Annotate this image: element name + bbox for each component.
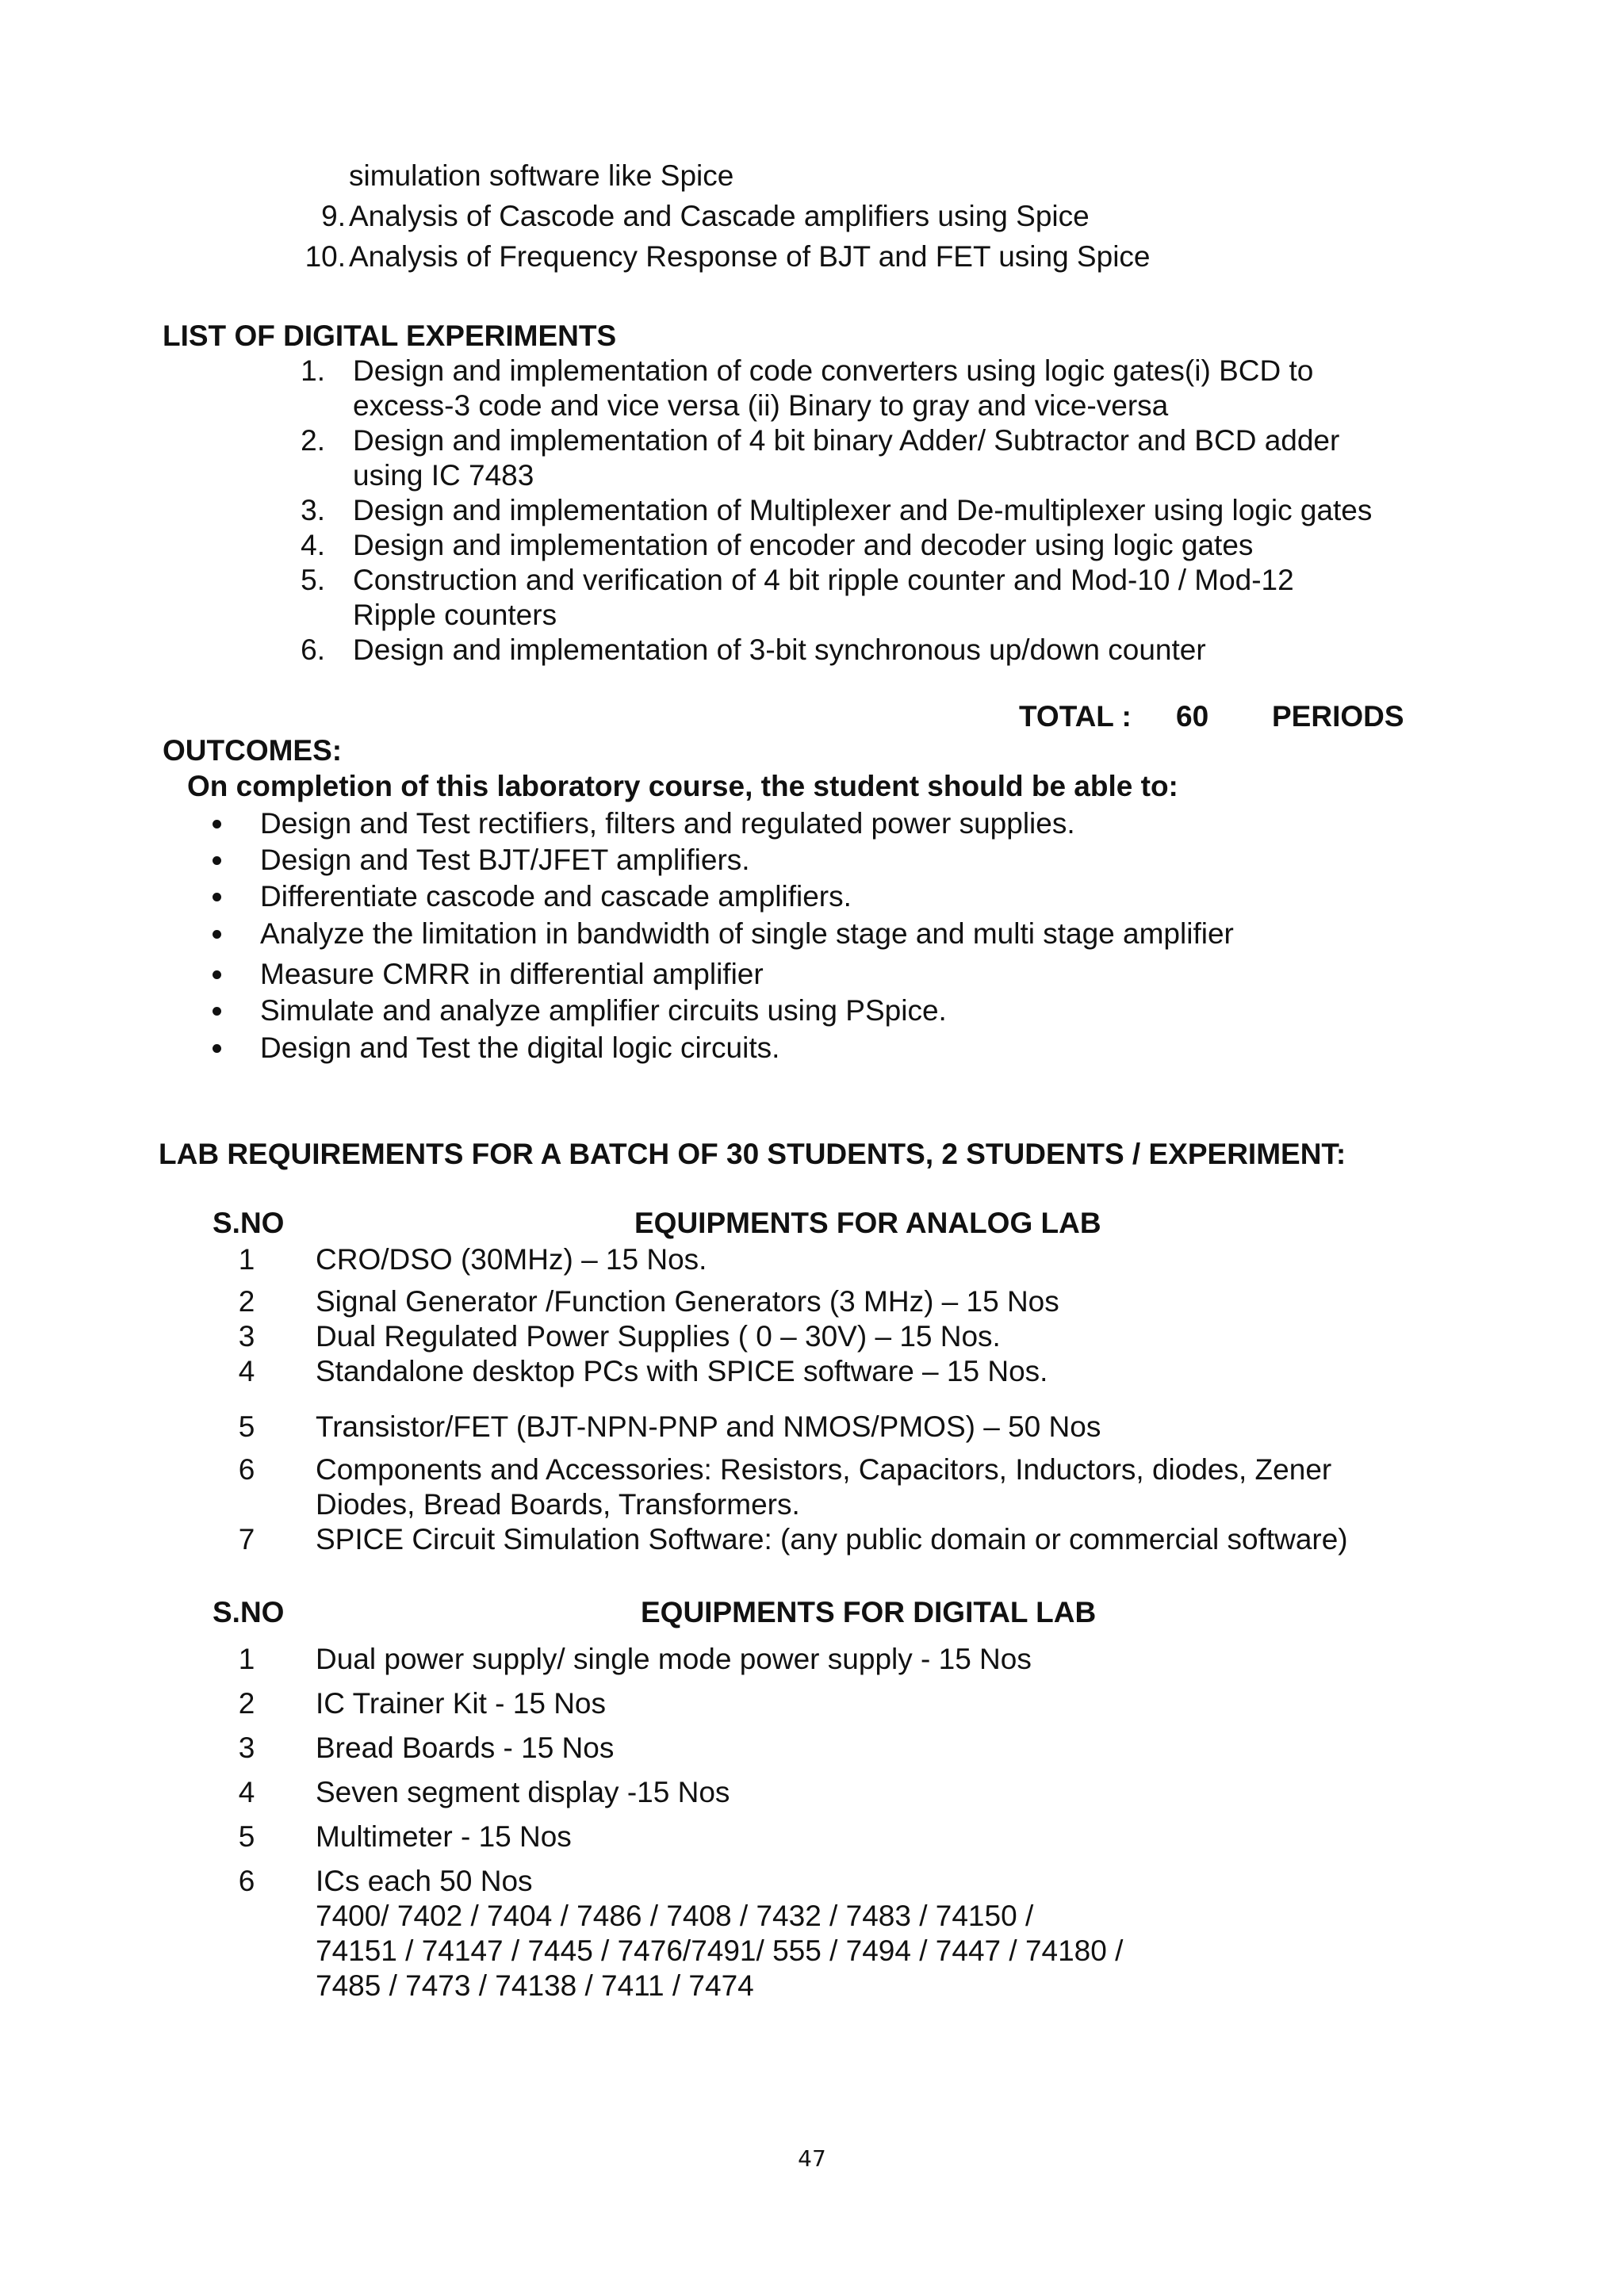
digital-item-number: 4. bbox=[301, 529, 325, 561]
sno-header: S.NO bbox=[213, 1207, 285, 1239]
outcome-text: Simulate and analyze amplifier circuits using PSpice. bbox=[260, 994, 947, 1027]
outcome-text: Design and Test BJT/JFET amplifiers. bbox=[260, 844, 750, 876]
bullet-icon bbox=[213, 893, 221, 901]
row-text: Dual power supply/ single mode power supply - 15 Nos bbox=[316, 1643, 1032, 1675]
row-text: CRO/DSO (30MHz) – 15 Nos. bbox=[316, 1243, 707, 1276]
row-text: Diodes, Bread Boards, Transformers. bbox=[316, 1488, 800, 1521]
bullet-icon bbox=[213, 930, 221, 939]
analog-item-8-continuation: simulation software like Spice bbox=[349, 159, 734, 192]
total-value: 60 bbox=[1176, 700, 1209, 733]
digital-item-number: 5. bbox=[301, 564, 325, 596]
row-number: 3 bbox=[238, 1320, 255, 1353]
row-text: Components and Accessories: Resistors, Capacitors, Inductors, diodes, Zener bbox=[316, 1453, 1332, 1486]
row-number: 5 bbox=[238, 1410, 255, 1443]
row-number: 7 bbox=[238, 1523, 255, 1556]
digital-item-line: Design and implementation of code converters using logic gates(i) BCD to bbox=[353, 354, 1314, 387]
outcome-text: Design and Test rectifiers, filters and regulated power supplies. bbox=[260, 807, 1075, 840]
row-number: 1 bbox=[238, 1643, 255, 1675]
analog-item-number: 10. bbox=[304, 240, 346, 273]
digital-item-line: Construction and verification of 4 bit ripple counter and Mod-10 / Mod-12 bbox=[353, 564, 1294, 596]
row-text: IC Trainer Kit - 15 Nos bbox=[316, 1687, 607, 1720]
digital-experiments-heading: LIST OF DIGITAL EXPERIMENTS bbox=[163, 320, 617, 352]
row-text: Standalone desktop PCs with SPICE software – 15 Nos. bbox=[316, 1355, 1048, 1387]
bullet-icon bbox=[213, 856, 221, 865]
digital-item-line: excess-3 code and vice versa (ii) Binary to gray and vice-versa bbox=[353, 389, 1169, 422]
digital-item-number: 3. bbox=[301, 494, 325, 526]
bullet-icon bbox=[213, 970, 221, 979]
row-number: 6 bbox=[238, 1865, 255, 1897]
row-number: 3 bbox=[238, 1732, 255, 1764]
row-number: 5 bbox=[238, 1820, 255, 1853]
row-text: Multimeter - 15 Nos bbox=[316, 1820, 572, 1853]
analog-equipment-title: EQUIPMENTS FOR ANALOG LAB bbox=[634, 1207, 1101, 1239]
analog-item-text: Analysis of Cascode and Cascade amplifiers using Spice bbox=[349, 200, 1090, 232]
row-number: 2 bbox=[238, 1687, 255, 1720]
digital-item-line: Design and implementation of Multiplexer and De-multiplexer using logic gates bbox=[353, 494, 1373, 526]
row-text: Transistor/FET (BJT-NPN-PNP and NMOS/PMOS) – 50 Nos bbox=[316, 1410, 1101, 1443]
outcome-text: Analyze the limitation in bandwidth of single stage and multi stage amplifier bbox=[260, 917, 1234, 950]
digital-item-line: Ripple counters bbox=[353, 599, 557, 631]
analog-item-number: 9. bbox=[321, 200, 346, 232]
row-text: 74151 / 74147 / 7445 / 7476/7491/ 555 / 7494 / 7447 / 74180 / bbox=[316, 1934, 1124, 1967]
row-text: ICs each 50 Nos bbox=[316, 1865, 533, 1897]
bullet-icon bbox=[213, 1044, 221, 1053]
total-unit: PERIODS bbox=[1272, 700, 1404, 733]
outcomes-heading: OUTCOMES: bbox=[163, 734, 343, 767]
outcome-text: Differentiate cascode and cascade amplifiers. bbox=[260, 880, 852, 913]
total-label: TOTAL : bbox=[1019, 700, 1132, 733]
row-text: Dual Regulated Power Supplies ( 0 – 30V) – 15 Nos. bbox=[316, 1320, 1001, 1353]
row-text: SPICE Circuit Simulation Software: (any public domain or commercial software) bbox=[316, 1523, 1348, 1556]
sno-header: S.NO bbox=[213, 1596, 285, 1628]
bullet-icon bbox=[213, 1007, 221, 1016]
digital-item-line: using IC 7483 bbox=[353, 459, 534, 492]
row-text: Bread Boards - 15 Nos bbox=[316, 1732, 615, 1764]
digital-item-line: Design and implementation of 3-bit synchronous up/down counter bbox=[353, 633, 1206, 666]
row-number: 2 bbox=[238, 1285, 255, 1318]
page-number: 47 bbox=[798, 2145, 826, 2172]
outcome-text: Design and Test the digital logic circuits. bbox=[260, 1031, 780, 1064]
digital-item-line: Design and implementation of encoder and decoder using logic gates bbox=[353, 529, 1254, 561]
digital-equipment-title: EQUIPMENTS FOR DIGITAL LAB bbox=[641, 1596, 1097, 1628]
bullet-icon bbox=[213, 820, 221, 828]
digital-item-number: 1. bbox=[301, 354, 325, 387]
digital-item-number: 2. bbox=[301, 424, 325, 457]
lab-requirements-heading: LAB REQUIREMENTS FOR A BATCH OF 30 STUDENTS, 2 STUDENTS / EXPERIMENT: bbox=[159, 1138, 1346, 1170]
outcome-text: Measure CMRR in differential amplifier bbox=[260, 958, 764, 990]
row-number: 1 bbox=[238, 1243, 255, 1276]
analog-item-text: Analysis of Frequency Response of BJT and FET using Spice bbox=[349, 240, 1151, 273]
outcomes-intro: On completion of this laboratory course, the student should be able to: bbox=[187, 770, 1178, 802]
row-number: 4 bbox=[238, 1776, 255, 1808]
row-text: 7400/ 7402 / 7404 / 7486 / 7408 / 7432 / 7483 / 74150 / bbox=[316, 1900, 1034, 1932]
digital-item-number: 6. bbox=[301, 633, 325, 666]
row-number: 4 bbox=[238, 1355, 255, 1387]
digital-item-line: Design and implementation of 4 bit binary Adder/ Subtractor and BCD adder bbox=[353, 424, 1340, 457]
row-number: 6 bbox=[238, 1453, 255, 1486]
row-text: Signal Generator /Function Generators (3 MHz) – 15 Nos bbox=[316, 1285, 1059, 1318]
row-text: Seven segment display -15 Nos bbox=[316, 1776, 730, 1808]
row-text: 7485 / 7473 / 74138 / 7411 / 7474 bbox=[316, 1969, 754, 2002]
